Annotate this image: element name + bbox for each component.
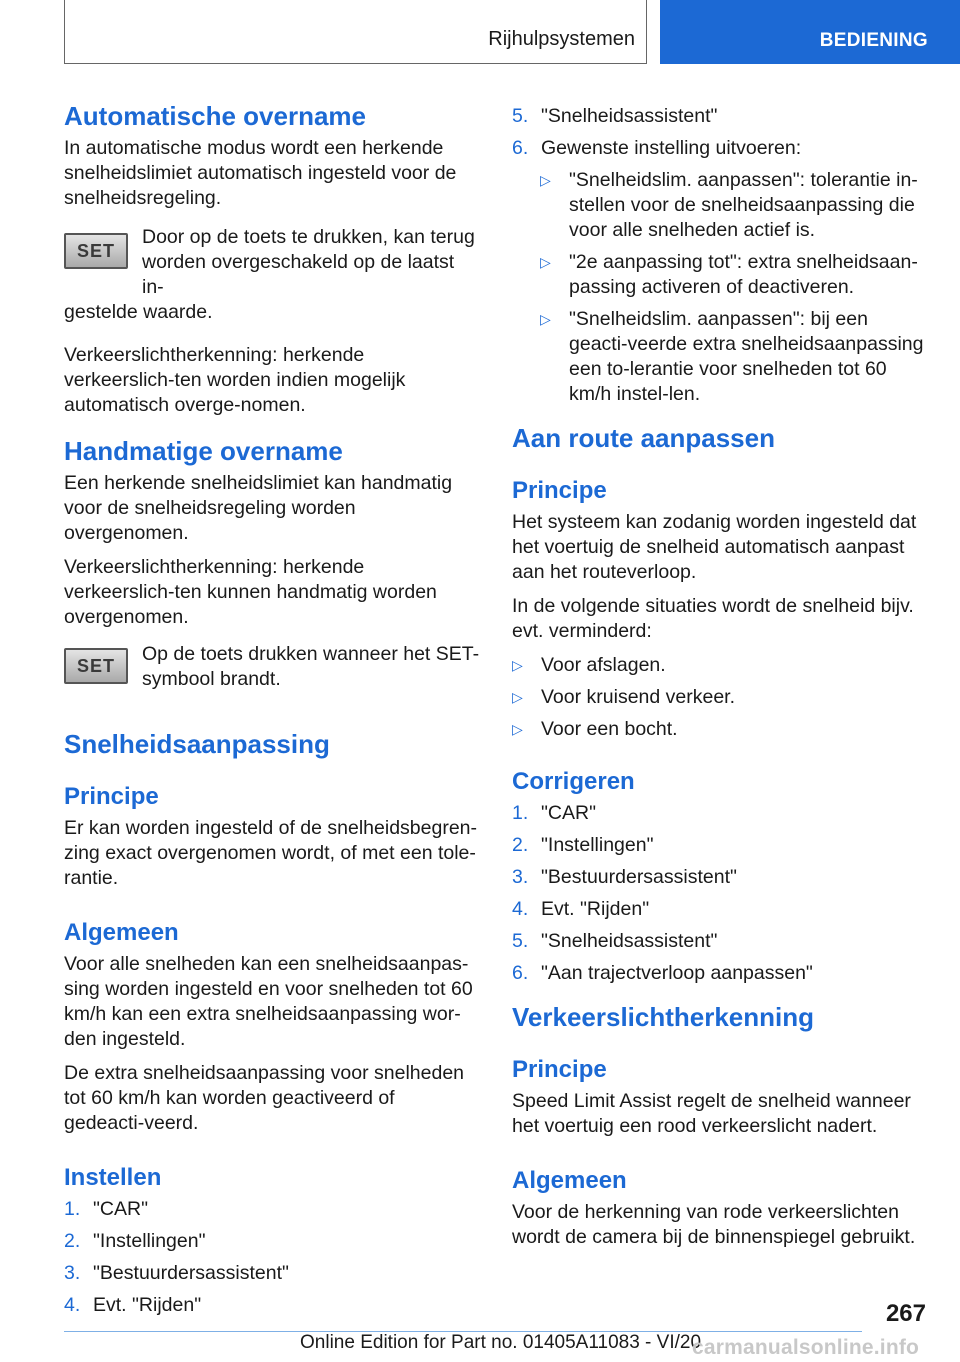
set-note — [64, 642, 480, 692]
page-number: 267 — [885, 1300, 926, 1327]
numbered-list — [512, 104, 928, 161]
triangle-right-icon: ▷ — [512, 657, 523, 673]
heading-automatische-overname: Automatische overname — [64, 101, 366, 131]
numbered-list — [64, 1197, 480, 1318]
heading-handmatige-overname: Handmatige overname — [64, 436, 343, 466]
paragraph: Voor alle snelheden kan een snelheidsaanpas-sing worden ingesteld en voor snelheden tot 60 km/h kan een extra snelheidsaanpassing wor-den ingesteld. — [64, 953, 473, 1050]
paragraph: In de volgende situaties wordt de snelheid bijv. evt. verminderd: — [512, 595, 914, 642]
list-item: 3. "Bestuurdersassistent" — [64, 1262, 289, 1284]
paragraph: Een herkende snelheidslimiet kan handmatig voor de snelheidsregeling worden overgenomen. — [64, 472, 453, 544]
list-item: 2. "Instellingen" — [64, 1230, 206, 1252]
list-item: 6. "Aan trajectverloop aanpassen" — [512, 962, 813, 984]
list-item: ▷ Voor een bocht. — [512, 718, 678, 740]
paragraph: Er kan worden ingesteld of de snelheidsbegren-zing exact overgenomen wordt, of met een tole-rantie. — [64, 817, 478, 889]
list-item: 1. "CAR" — [64, 1198, 149, 1220]
bullet-list — [512, 653, 928, 742]
edition-footer: Online Edition for Part no. 01405A11083 - VI/20 — [300, 1332, 702, 1353]
list-item: 1. "CAR" — [512, 802, 597, 824]
list-item: ▷ "Snelheidslim. aanpassen": bij een geacti-veerde extra snelheidsaanpassing een to-lerantie voor snelheden tot 60 km/h instel-len. — [540, 308, 924, 405]
heading-principe: Principe — [64, 783, 159, 810]
list-item: 4. Evt. "Rijden" — [512, 898, 650, 920]
sub-bullet-list — [512, 168, 928, 407]
heading-snelheidsaanpassing: Snelheidsaanpassing — [64, 729, 330, 759]
paragraph: Speed Limit Assist regelt de snelheid wanneer het voertuig een rood verkeerslicht nadert. — [512, 1090, 911, 1137]
right-column — [512, 104, 928, 1259]
chapter-tab[interactable]: BEDIENING — [660, 0, 960, 64]
note-text-cont: gestelde waarde. — [64, 301, 213, 323]
heading-verkeerslichtherkenning: Verkeerslichtherkenning — [512, 1002, 815, 1032]
left-column — [64, 100, 480, 1325]
heading-aan-route-aanpassen: Aan route aanpassen — [512, 423, 775, 453]
list-item: ▷ "2e aanpassing tot": extra snelheidsaan-passing activeren of deactiveren. — [540, 251, 918, 298]
triangle-right-icon: ▷ — [540, 254, 551, 270]
list-item: 6. Gewenste instelling uitvoeren: — [512, 137, 802, 159]
note-text: Op de toets drukken wanneer het SET-symbool brandt. — [142, 643, 480, 690]
triangle-right-icon: ▷ — [512, 721, 523, 737]
set-button-icon: SET — [64, 233, 128, 269]
paragraph: Het systeem kan zodanig worden ingesteld dat het voertuig de snelheid automatisch aanpast aan het routeverloop. — [512, 511, 917, 583]
heading-corrigeren: Corrigeren — [512, 768, 635, 795]
list-item: 5. "Snelheidsassistent" — [512, 105, 718, 127]
paragraph: Voor de herkenning van rode verkeerslichten wordt de camera bij de binnenspiegel gebruikt. — [512, 1201, 916, 1248]
paragraph: De extra snelheidsaanpassing voor snelheden tot 60 km/h kan worden geactiveerd of gedeacti-veerd. — [64, 1062, 465, 1134]
triangle-right-icon: ▷ — [540, 311, 551, 327]
heading-principe: Principe — [512, 477, 607, 504]
paragraph: Verkeerslichtherkenning: herkende verkeerslich-ten worden indien mogelijk automatisch overge-nomen. — [64, 344, 406, 416]
triangle-right-icon: ▷ — [512, 689, 523, 705]
set-note — [64, 225, 480, 325]
list-item: ▷ Voor kruisend verkeer. — [512, 686, 736, 708]
note-text: Door op de toets te drukken, kan terug worden overgeschakeld op de laatst in- — [142, 226, 475, 298]
list-item: 5. "Snelheidsassistent" — [512, 930, 718, 952]
list-item: 2. "Instellingen" — [512, 834, 654, 856]
list-item: ▷ Voor afslagen. — [512, 654, 666, 676]
list-item: 3. "Bestuurdersassistent" — [512, 866, 737, 888]
watermark: carmanualsonline.info — [692, 1336, 920, 1359]
set-button-icon: SET — [64, 648, 128, 684]
paragraph: In automatische modus wordt een herkende snelheidslimiet automatisch ingesteld voor de snelheidsregeling. — [64, 137, 457, 209]
heading-instellen: Instellen — [64, 1164, 162, 1191]
list-item: 4. Evt. "Rijden" — [64, 1294, 202, 1316]
heading-algemeen: Algemeen — [512, 1167, 627, 1194]
section-title: Rijhulpsystemen — [488, 28, 635, 50]
heading-algemeen: Algemeen — [64, 919, 179, 946]
numbered-list — [512, 801, 928, 986]
heading-principe: Principe — [512, 1056, 607, 1083]
list-item: ▷ "Snelheidslim. aanpassen": tolerantie in-stellen voor de snelheidsaanpassing die voor alle snelheden actief is. — [540, 169, 918, 241]
paragraph: Verkeerslichtherkenning: herkende verkeerslich-ten kunnen handmatig worden overgenomen. — [64, 556, 437, 628]
triangle-right-icon: ▷ — [540, 172, 551, 188]
